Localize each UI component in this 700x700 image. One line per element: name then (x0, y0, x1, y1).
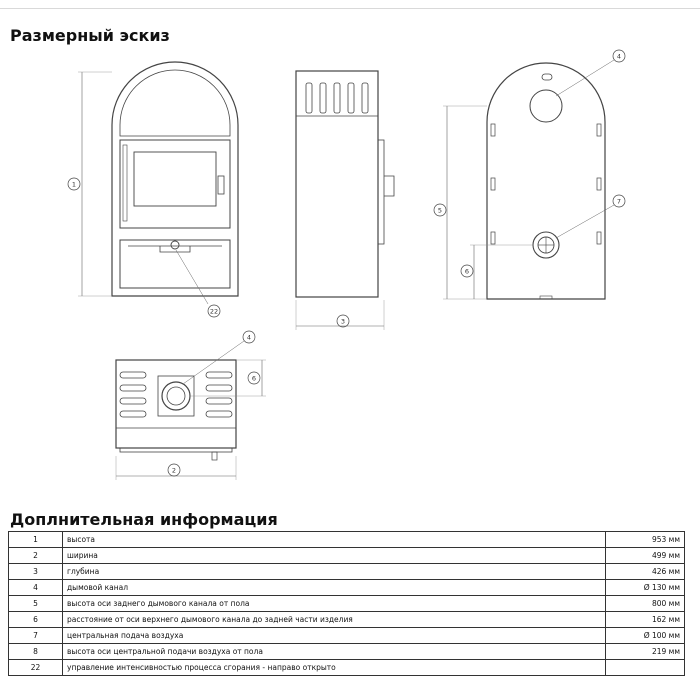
row-description: глубина (63, 564, 606, 580)
row-description: высота оси центральной подачи воздуха от пола (63, 644, 606, 660)
row-description: ширина (63, 548, 606, 564)
row-number: 6 (9, 612, 63, 628)
row-number: 3 (9, 564, 63, 580)
row-value: 219 мм (606, 644, 685, 660)
table-row (9, 644, 685, 660)
front-view (78, 62, 238, 304)
row-value: Ø 130 мм (606, 580, 685, 596)
row-number: 22 (9, 660, 63, 676)
row-description: дымовой канал (63, 580, 606, 596)
row-number: 4 (9, 580, 63, 596)
callout-label-top-flue: 4 (246, 333, 252, 342)
info-title: Доплнительная информация (10, 510, 278, 529)
callout-label-front-bottom: 22 (209, 307, 219, 316)
row-description: высота оси заднего дымового канала от пола (63, 596, 606, 612)
row-number: 1 (9, 532, 63, 548)
row-description: центральная подача воздуха (63, 628, 606, 644)
table-row (9, 612, 685, 628)
row-value: 162 мм (606, 612, 685, 628)
row-value: 426 мм (606, 564, 685, 580)
table-row (9, 660, 685, 676)
callout-label-top-dist: 6 (251, 374, 257, 383)
spec-table (8, 531, 685, 676)
row-number: 5 (9, 596, 63, 612)
callout-label-back-air: 7 (616, 197, 622, 206)
row-value (606, 660, 685, 676)
row-value: Ø 100 мм (606, 628, 685, 644)
page-title: Размерный эскиз (10, 26, 170, 45)
callout-label-back-flue: 4 (616, 52, 622, 61)
row-description: расстояние от оси верхнего дымового канала до задней части изделия (63, 612, 606, 628)
row-number: 8 (9, 644, 63, 660)
top-view (116, 341, 266, 480)
table-row (9, 564, 685, 580)
callout-label-front-height: 1 (71, 180, 77, 189)
table-row (9, 580, 685, 596)
row-value: 499 мм (606, 548, 685, 564)
side-view (296, 71, 394, 330)
callout-label-back-flue-dist: 6 (464, 267, 470, 276)
table-row (9, 596, 685, 612)
row-number: 2 (9, 548, 63, 564)
callout-label-top-width: 2 (171, 466, 177, 475)
row-value: 953 мм (606, 532, 685, 548)
row-description: управление интенсивностью процесса сгорания - направо открыто (63, 660, 606, 676)
table-row (9, 628, 685, 644)
table-row (9, 532, 685, 548)
back-view (443, 60, 614, 299)
callout-label-side-depth: 3 (340, 317, 346, 326)
row-value: 800 мм (606, 596, 685, 612)
callout-label-back-flue-height: 5 (437, 206, 443, 215)
row-number: 7 (9, 628, 63, 644)
row-description: высота (63, 532, 606, 548)
table-row (9, 548, 685, 564)
